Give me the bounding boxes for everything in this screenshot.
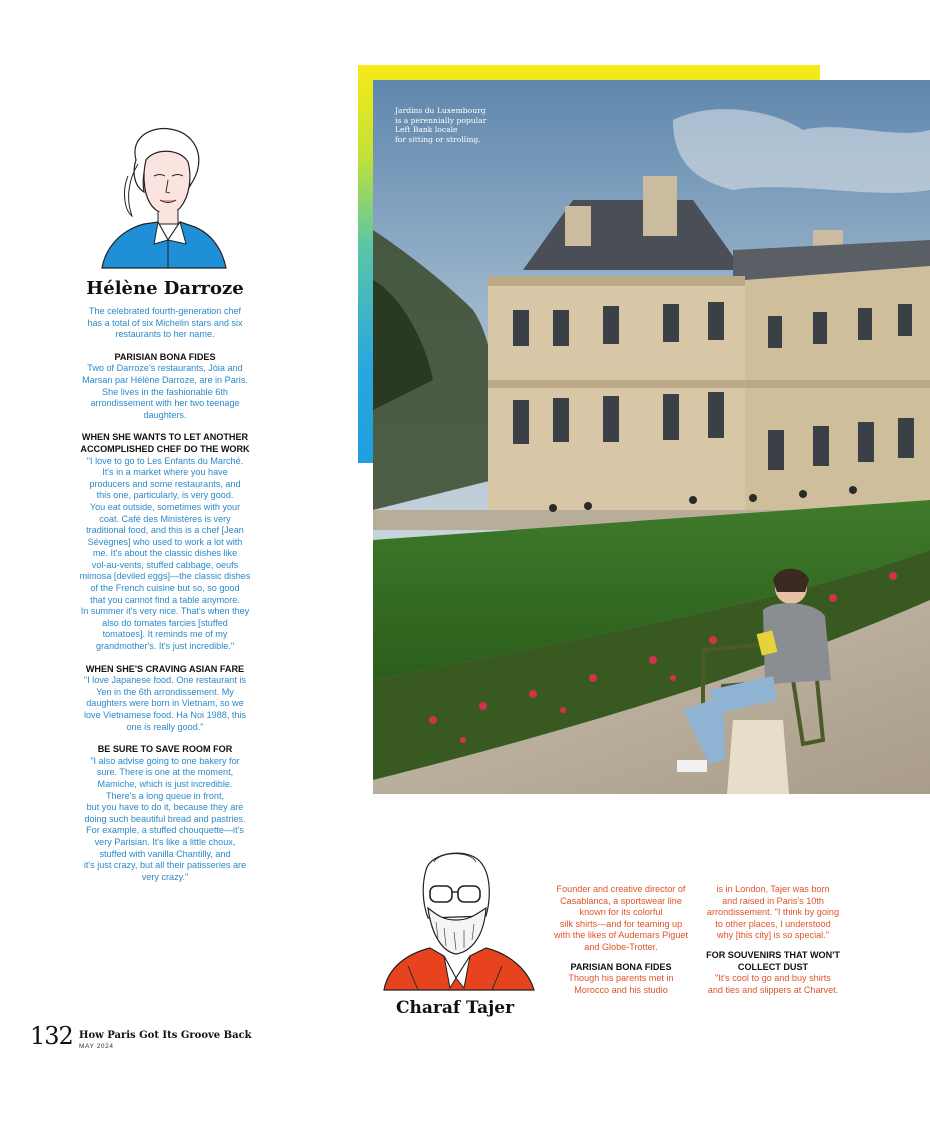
charaf-section-body: is in London, Tajer was born and raised in Paris's 10th arrondissement. "I think by going to other places, I understood why [this city] is so special." bbox=[706, 884, 840, 941]
helene-intro: The celebrated fourth-generation chef has a total of six Michelin stars and six restaurants to her name. bbox=[87, 306, 243, 340]
charaf-profile-column-2 bbox=[702, 884, 844, 996]
charaf-tajer-illustration bbox=[378, 842, 538, 992]
photo-caption: Jardins du Luxembourg is a perennially popular Left Bank locale for sitting or strolling. bbox=[395, 106, 487, 144]
folio-title: How Paris Got Its Groove Back bbox=[79, 1030, 252, 1041]
charaf-section-body: "It's cool to go and buy shirts and ties and slippers at Charvet. bbox=[707, 973, 839, 995]
helene-section-body: Two of Darroze's restaurants, Jòia and Marsan par Hélène Darroze, are in Paris. She lives in the fashionable 6th arrondissement with her two teenage daughters. bbox=[82, 363, 248, 420]
helene-profile-text bbox=[72, 306, 258, 883]
helene-section-body: "I love Japanese food. One restaurant is Yen in the 6th arrondissement. My daughters were born in Vietnam, so we love Vietnamese food. Ha Noi 1988, this one is really good." bbox=[83, 675, 247, 732]
charaf-intro: Founder and creative director of Casablanca, a sportswear line known for its colorful silk shirts—and for teaming up with the likes of Audemars Piguet and Globe-Trotter. bbox=[554, 884, 688, 952]
helene-name: Hélène Darroze bbox=[86, 278, 244, 299]
helene-section-body: "I love to go to Les Enfants du Marché. It's in a market where you have producers and some restaurants, and this one, particularly, is very good. You eat outside, sometimes with your coat. Café des Ministères is very traditional food, and this is a chef [Jean Sévègnes] who used to work a lot with me. It's about the classic dishes like vol-au-vents, stuffed cabbage, oeufs mimosa [deviled eggs]—the classic dishes of the French cuisine but so, so good that you cannot find a table anymore. In summer it's very nice. That's when they also do tomates farcies [stuffed tomatoes]. It reminds me of my grandmother's. It's just incredible." bbox=[79, 455, 251, 652]
helene-section-heading: PARISIAN BONA FIDES bbox=[114, 351, 216, 362]
charaf-name: Charaf Tajer bbox=[395, 998, 515, 1018]
charaf-section-heading: FOR SOUVENIRS THAT WON'T COLLECT DUST bbox=[706, 949, 840, 972]
folio-date: MAY 2024 bbox=[79, 1043, 114, 1050]
page-number: 132 bbox=[30, 1022, 73, 1050]
helene-section-heading: WHEN SHE'S CRAVING ASIAN FARE bbox=[85, 663, 245, 674]
charaf-section-heading: PARISIAN BONA FIDES bbox=[570, 961, 672, 972]
helene-section-body: "I also advise going to one bakery for sure. There is one at the moment, Mamiche, which is just incredible. There's a long queue in front, but you have to do it, because they are doing such beautiful bread and pastries. For example, a stuffed chouquette—it's very Parisian. It's like a little choux, stuffed with vanilla Chantilly, and it's just crazy, but all their patisseries are very crazy." bbox=[83, 755, 247, 882]
jardins-du-luxembourg-photo bbox=[373, 80, 930, 794]
helene-section-heading: BE SURE TO SAVE ROOM FOR bbox=[97, 744, 233, 755]
photo-scene bbox=[373, 80, 930, 794]
helene-darroze-illustration bbox=[88, 120, 236, 270]
charaf-profile-column-1 bbox=[550, 884, 692, 996]
helene-section-heading: WHEN SHE WANTS TO LET ANOTHER ACCOMPLISHED CHEF DO THE WORK bbox=[80, 432, 250, 454]
charaf-section-body: Though his parents met in Morocco and his studio bbox=[568, 973, 674, 995]
